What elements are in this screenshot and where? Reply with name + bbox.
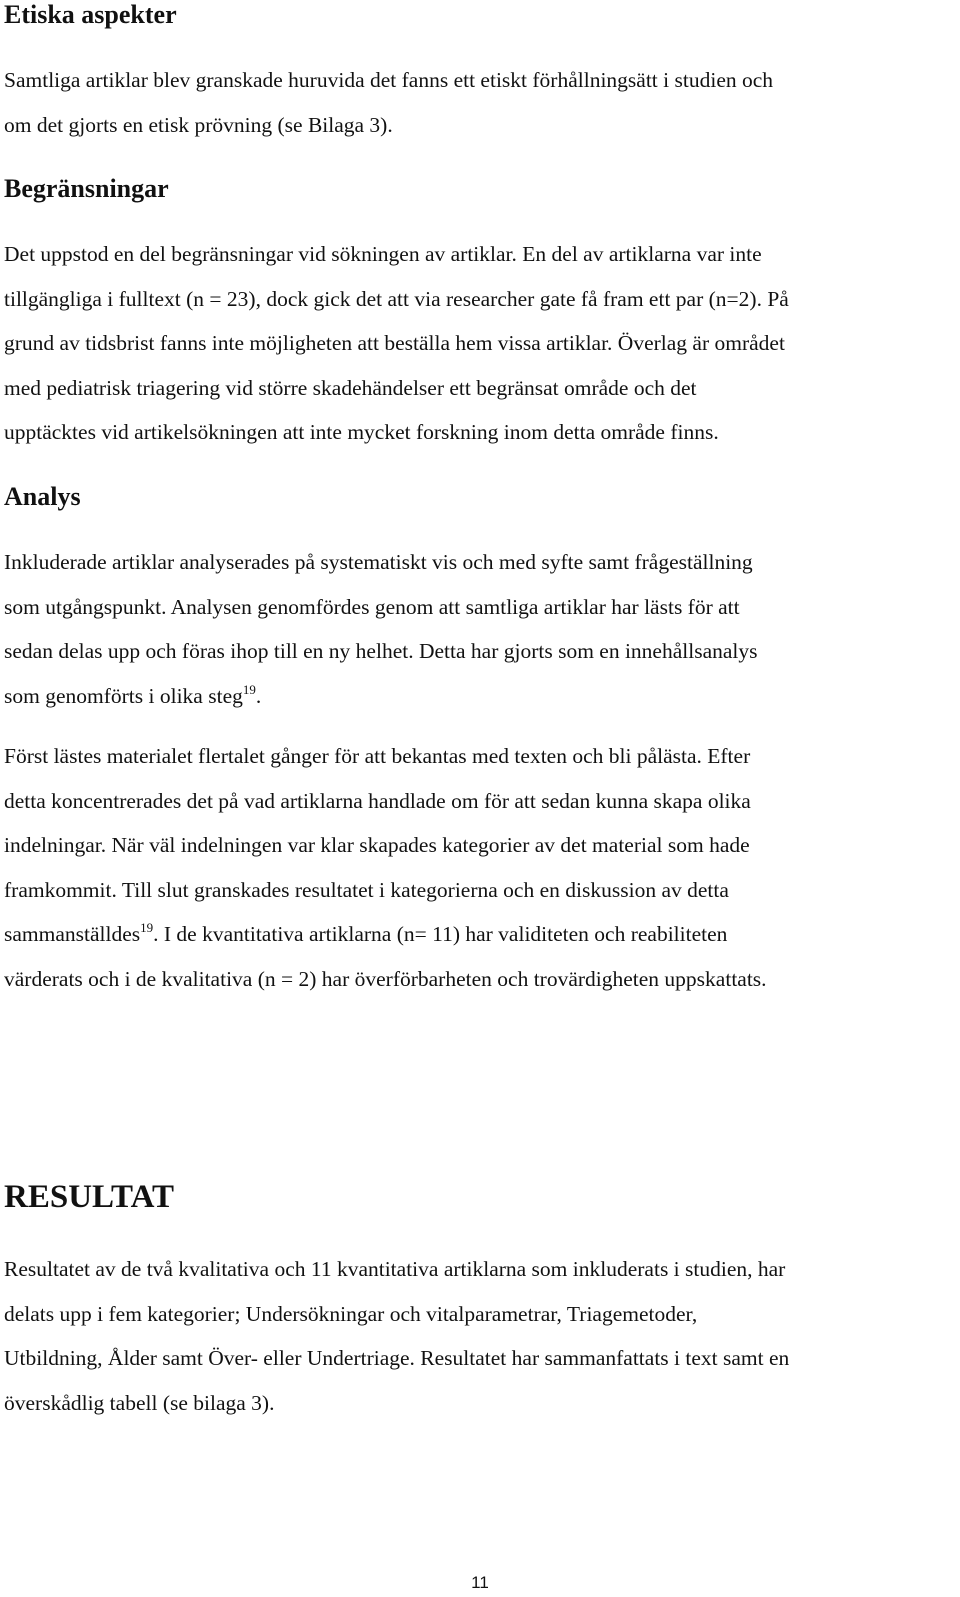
text-line: Inkluderade artiklar analyserades på systematiskt vis och med syfte samt frågeställning (4, 550, 753, 574)
heading-etiska-aspekter: Etiska aspekter (4, 0, 177, 29)
paragraph-analys-2 (4, 734, 948, 1002)
heading-begransningar: Begränsningar (4, 174, 169, 203)
text-line: sedan delas upp och föras ihop till en ny helhet. Detta har gjorts som en innehållsanalys (4, 639, 758, 664)
text-line: tillgängliga i fulltext (n = 23), dock gick det att via researcher gate få fram ett par (n=2). På (4, 286, 789, 311)
text-line: Utbildning, Ålder samt Över- eller Undertriage. Resultatet har sammanfattats i text samt en (4, 1346, 790, 1371)
paragraph-etiska (4, 58, 948, 147)
text-line: Det uppstod en del begränsningar vid sökningen av artiklar. En del av artiklarna var inte (4, 242, 762, 266)
page-number: 11 (471, 1573, 489, 1592)
text-line: indelningar. När väl indelningen var klar skapades kategorier av det material som hade (4, 833, 750, 858)
text-line: överskådlig tabell (se bilaga 3). (4, 1390, 275, 1415)
paragraph-begransningar (4, 232, 948, 455)
citation-superscript: 19 (140, 920, 154, 936)
paragraph-analys-1 (4, 540, 948, 718)
heading-analys: Analys (4, 482, 81, 511)
text-line: detta koncentrerades det på vad artiklarna handlade om för att sedan kunna skapa olika (4, 788, 751, 813)
text-line: värderats och i de kvalitativa (n = 2) har överförbarheten och trovärdigheten uppskattats. (4, 966, 767, 991)
text-line: om det gjorts en etisk prövning (se Bilaga 3). (4, 112, 393, 137)
text-line: upptäcktes vid artikelsökningen att inte mycket forskning inom detta område finns. (4, 420, 719, 445)
paragraph-resultat (4, 1247, 948, 1425)
text-line-tail: . (255, 683, 262, 708)
text-line: med pediatrisk triagering vid större skadehändelser ett begränsat område och det (4, 375, 697, 400)
text-line: sammanställdes (4, 922, 141, 947)
text-line-tail: . I de kvantitativa artiklarna (n= 11) har validiteten och reabiliteten (153, 922, 728, 947)
text-line: Resultatet av de två kvalitativa och 11 kvantitativa artiklarna som inkluderats i studien, har (4, 1257, 786, 1281)
text-line: grund av tidsbrist fanns inte möjligheten att beställa hem vissa artiklar. Överlag är området (4, 331, 785, 356)
text-line: framkommit. Till slut granskades resultatet i kategorierna och en diskussion av detta (4, 877, 729, 902)
citation-superscript: 19 (242, 681, 256, 697)
text-line: delats upp i fem kategorier; Undersökningar och vitalparametrar, Triagemetoder, (4, 1301, 698, 1326)
text-line: som genomförts i olika steg (4, 683, 243, 708)
text-line: Först lästes materialet flertalet gånger för att bekantas med texten och bli pålästa. Efter (4, 744, 751, 768)
text-line: Samtliga artiklar blev granskade huruvida det fanns ett etiskt förhållningsätt i studien och (4, 68, 774, 92)
heading-resultat: RESULTAT (4, 1179, 174, 1215)
text-line: som utgångspunkt. Analysen genomfördes genom att samtliga artiklar har lästs för att (4, 594, 740, 619)
